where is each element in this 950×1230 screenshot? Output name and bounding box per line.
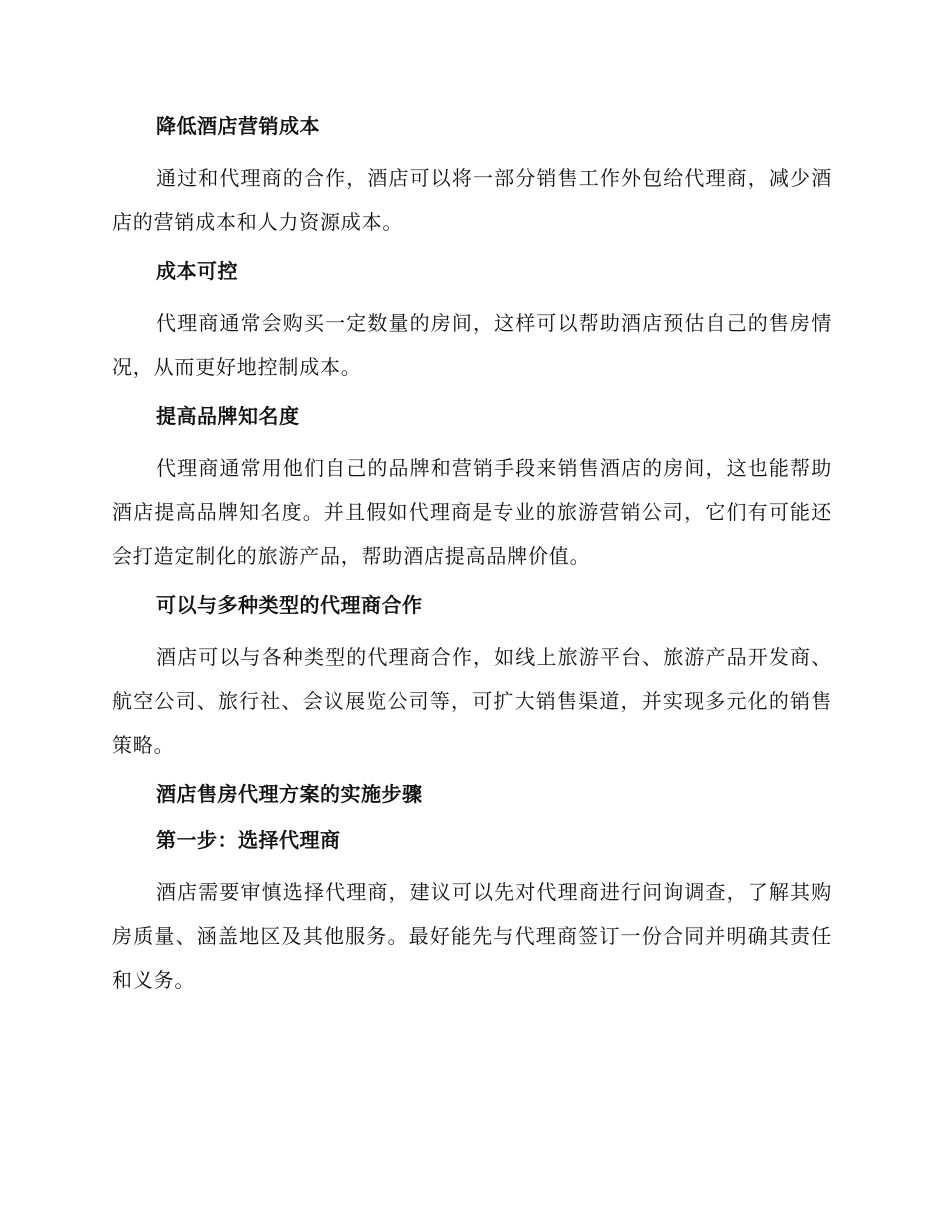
section-paragraph-brand-awareness: 代理商通常用他们自己的品牌和营销手段来销售酒店的房间，这也能帮助酒店提高品牌知名度。并且假如代理商是专业的旅游营销公司，它们有可能还会打造定制化的旅游产品，帮助酒店提高品牌价值。 — [112, 456, 832, 568]
section-heading-brand-awareness: 提高品牌知名度 — [156, 404, 300, 428]
section-paragraph-cost-reduction: 通过和代理商的合作，酒店可以将一部分销售工作外包给代理商，减少酒店的营销成本和人力资源成本。 — [112, 166, 832, 234]
implementation-heading: 酒店售房代理方案的实施步骤 — [156, 782, 423, 806]
section-heading-cost-reduction: 降低酒店营销成本 — [156, 114, 320, 138]
section-heading-cost-control: 成本可控 — [156, 259, 238, 283]
section-paragraph-cost-control: 代理商通常会购买一定数量的房间，这样可以帮助酒店预估自己的售房情况，从而更好地控制成本。 — [112, 311, 832, 379]
step1-heading: 第一步：选择代理商 — [156, 828, 341, 852]
section-heading-agent-types: 可以与多种类型的代理商合作 — [156, 593, 423, 617]
step1-paragraph: 酒店需要审慎选择代理商，建议可以先对代理商进行问询调查，了解其购房质量、涵盖地区及其他服务。最好能先与代理商签订一份合同并明确其责任和义务。 — [112, 880, 832, 992]
section-paragraph-agent-types: 酒店可以与各种类型的代理商合作，如线上旅游平台、旅游产品开发商、航空公司、旅行社、会议展览公司等，可扩大销售渠道，并实现多元化的销售策略。 — [112, 645, 832, 757]
document-body — [112, 110, 832, 1002]
